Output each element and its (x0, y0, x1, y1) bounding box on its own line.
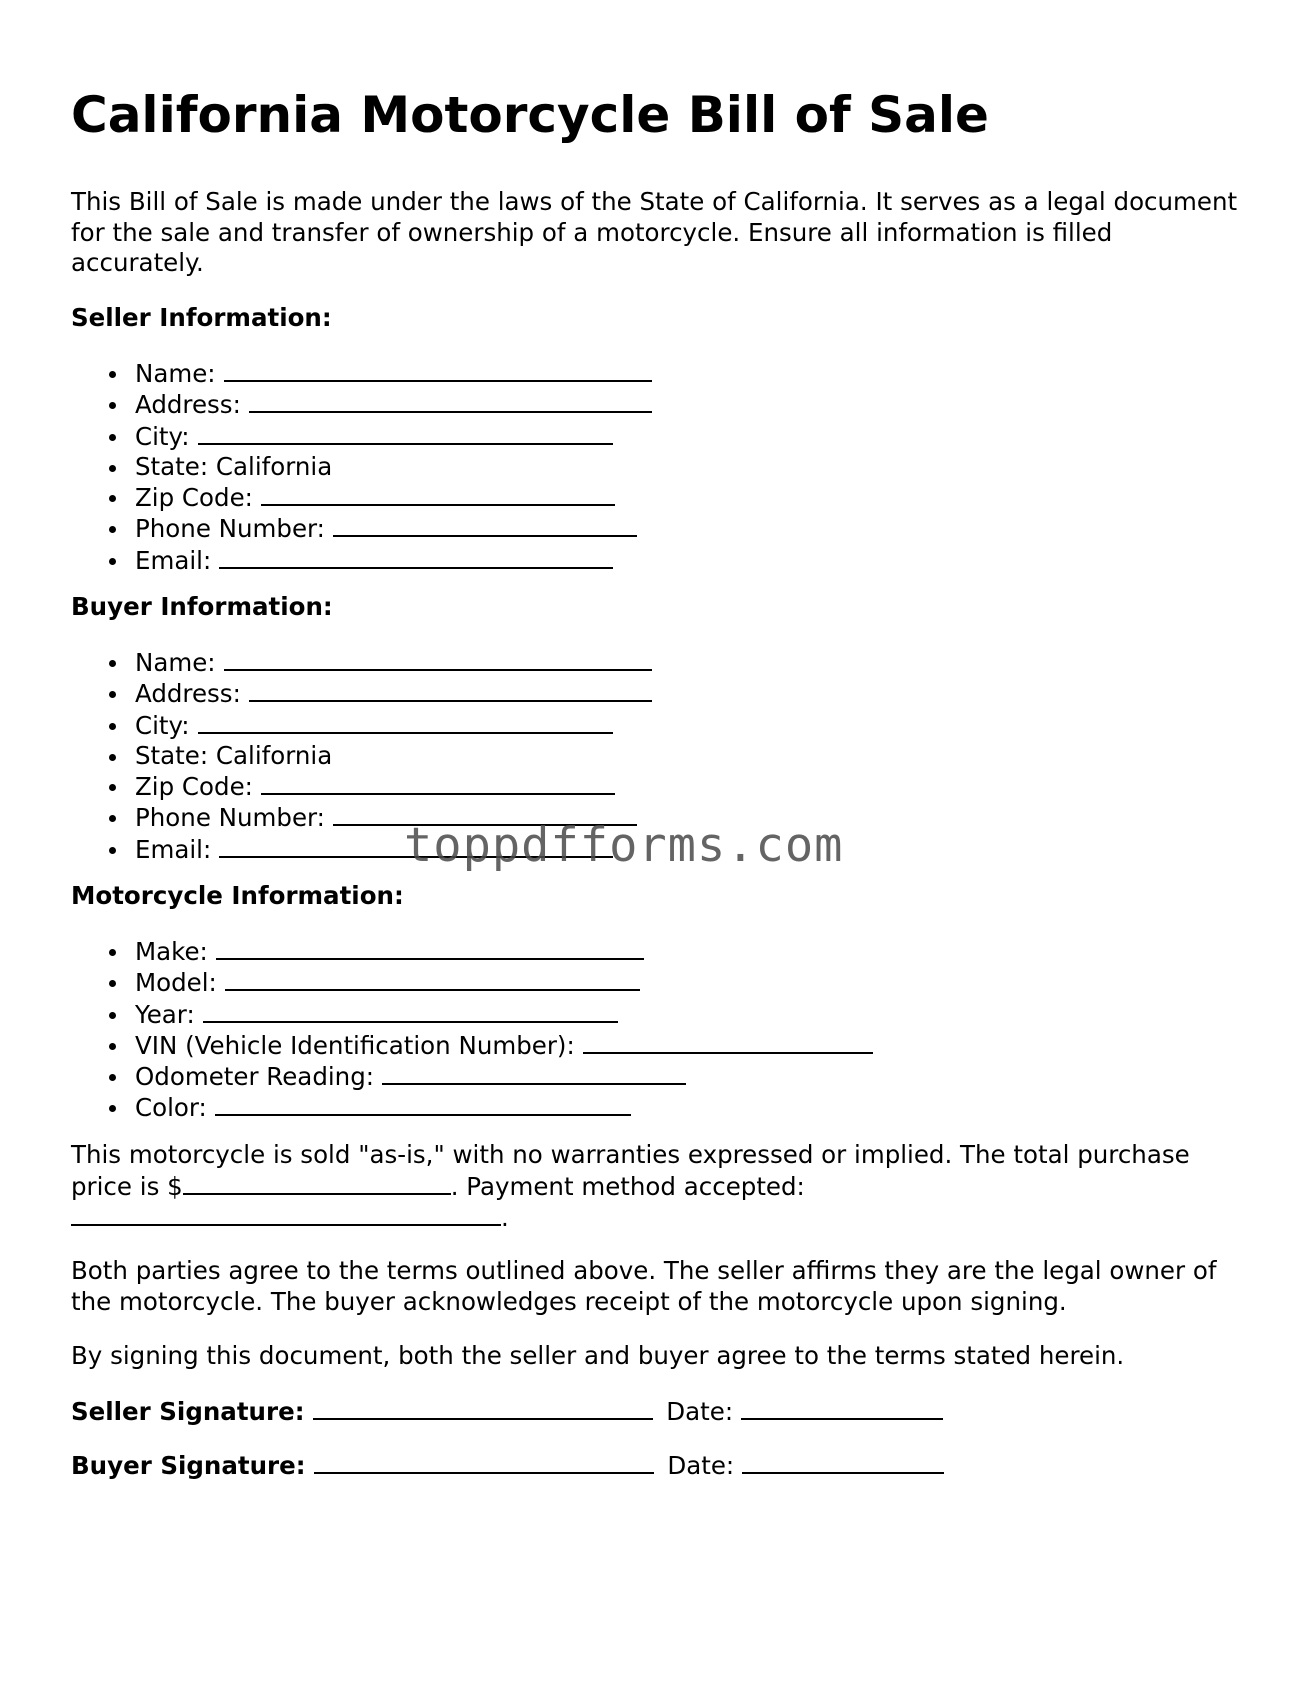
buyer-city-field[interactable] (109, 710, 652, 741)
buyer-zip-field[interactable] (109, 771, 652, 802)
terms-period: . (501, 1203, 509, 1232)
field-label: VIN (Vehicle Identification Number): (135, 1030, 575, 1060)
field-label: Zip Code: (135, 772, 253, 802)
seller-heading: Seller Information: (71, 303, 332, 332)
seller-signature-row (71, 1396, 943, 1427)
field-label: Name: (135, 359, 216, 388)
blank-line[interactable] (225, 967, 640, 991)
blank-line[interactable] (333, 513, 637, 537)
motorcycle-make-field[interactable] (109, 936, 873, 967)
field-label: Phone Number: (135, 514, 325, 544)
blank-line[interactable] (219, 545, 613, 569)
purchase-price-blank[interactable] (183, 1171, 451, 1195)
field-label: City: (135, 421, 190, 451)
blank-line[interactable] (261, 482, 615, 506)
field-label: State: California (135, 740, 333, 770)
field-label: Email: (135, 545, 212, 575)
seller-signature-blank[interactable] (313, 1396, 653, 1420)
document-title: California Motorcycle Bill of Sale (71, 86, 989, 144)
buyer-state-field (109, 741, 652, 771)
blank-line[interactable] (203, 999, 618, 1023)
field-label: Name: (135, 648, 216, 677)
field-label: Year: (135, 999, 195, 1029)
field-label: State: California (135, 451, 333, 481)
motorcycle-color-field[interactable] (109, 1092, 873, 1123)
blank-line[interactable] (198, 710, 613, 734)
field-label: Zip Code: (135, 483, 253, 513)
signing-statement: By signing this document, both the seller and buyer agree to the terms stated herein. (71, 1341, 1125, 1370)
buyer-signature-row (71, 1450, 944, 1481)
motorcycle-heading: Motorcycle Information: (71, 881, 404, 910)
blank-line[interactable] (215, 1092, 631, 1116)
seller-date-blank[interactable] (741, 1396, 943, 1420)
field-label: City: (135, 710, 190, 740)
motorcycle-vin-field[interactable] (109, 1030, 873, 1061)
seller-phone-field[interactable] (109, 513, 652, 544)
watermark-text: toppdfforms.com (404, 818, 844, 873)
buyer-signature-label: Buyer Signature: (71, 1451, 306, 1480)
field-label: Make: (135, 937, 208, 966)
blank-line[interactable] (261, 771, 615, 795)
blank-line[interactable] (224, 647, 652, 671)
seller-zip-field[interactable] (109, 482, 652, 513)
as-is-text: This motorcycle is sold "as-is," with no warranties expressed or implied. The total purchase price is $ (71, 1140, 1190, 1201)
motorcycle-odometer-field[interactable] (109, 1061, 873, 1092)
field-label: Address: (135, 390, 241, 420)
seller-email-field[interactable] (109, 545, 652, 576)
motorcycle-fields (109, 936, 873, 1124)
buyer-heading: Buyer Information: (71, 592, 333, 621)
buyer-name-field[interactable] (109, 647, 652, 678)
motorcycle-year-field[interactable] (109, 999, 873, 1030)
field-label: Phone Number: (135, 803, 325, 833)
buyer-signature-blank[interactable] (314, 1450, 654, 1474)
payment-method-blank[interactable] (71, 1202, 501, 1226)
seller-state-field (109, 452, 652, 482)
agreement-paragraph: Both parties agree to the terms outlined above. The seller affirms they are the legal owner of the motorcycle. The buyer acknowledges receipt of the motorcycle upon signing. (71, 1256, 1217, 1316)
field-label: Color: (135, 1093, 207, 1123)
seller-signature-label: Seller Signature: (71, 1397, 305, 1426)
field-label: Odometer Reading: (135, 1062, 375, 1092)
seller-name-field[interactable] (109, 358, 652, 389)
blank-line[interactable] (198, 421, 613, 445)
blank-line[interactable] (224, 358, 652, 382)
seller-fields (109, 358, 652, 576)
buyer-date-blank[interactable] (742, 1450, 944, 1474)
terms-paragraph (71, 1140, 1241, 1234)
payment-method-text: . Payment method accepted: (450, 1171, 805, 1201)
blank-line[interactable] (249, 678, 652, 702)
buyer-address-field[interactable] (109, 678, 652, 709)
field-label: Email: (135, 834, 212, 864)
field-label: Model: (135, 968, 217, 998)
blank-line[interactable] (249, 389, 652, 413)
field-label: Address: (135, 679, 241, 709)
blank-line[interactable] (583, 1030, 873, 1054)
seller-city-field[interactable] (109, 421, 652, 452)
blank-line[interactable] (382, 1061, 686, 1085)
motorcycle-model-field[interactable] (109, 967, 873, 998)
intro-paragraph: This Bill of Sale is made under the laws of the State of California. It serves as a legal document for the sale and transfer of ownership of a motorcycle. Ensure all information is filled accurately. (71, 187, 1238, 277)
buyer-date-label: Date: (667, 1451, 735, 1480)
blank-line[interactable] (216, 936, 644, 960)
seller-address-field[interactable] (109, 389, 652, 420)
seller-date-label: Date: (666, 1397, 734, 1426)
